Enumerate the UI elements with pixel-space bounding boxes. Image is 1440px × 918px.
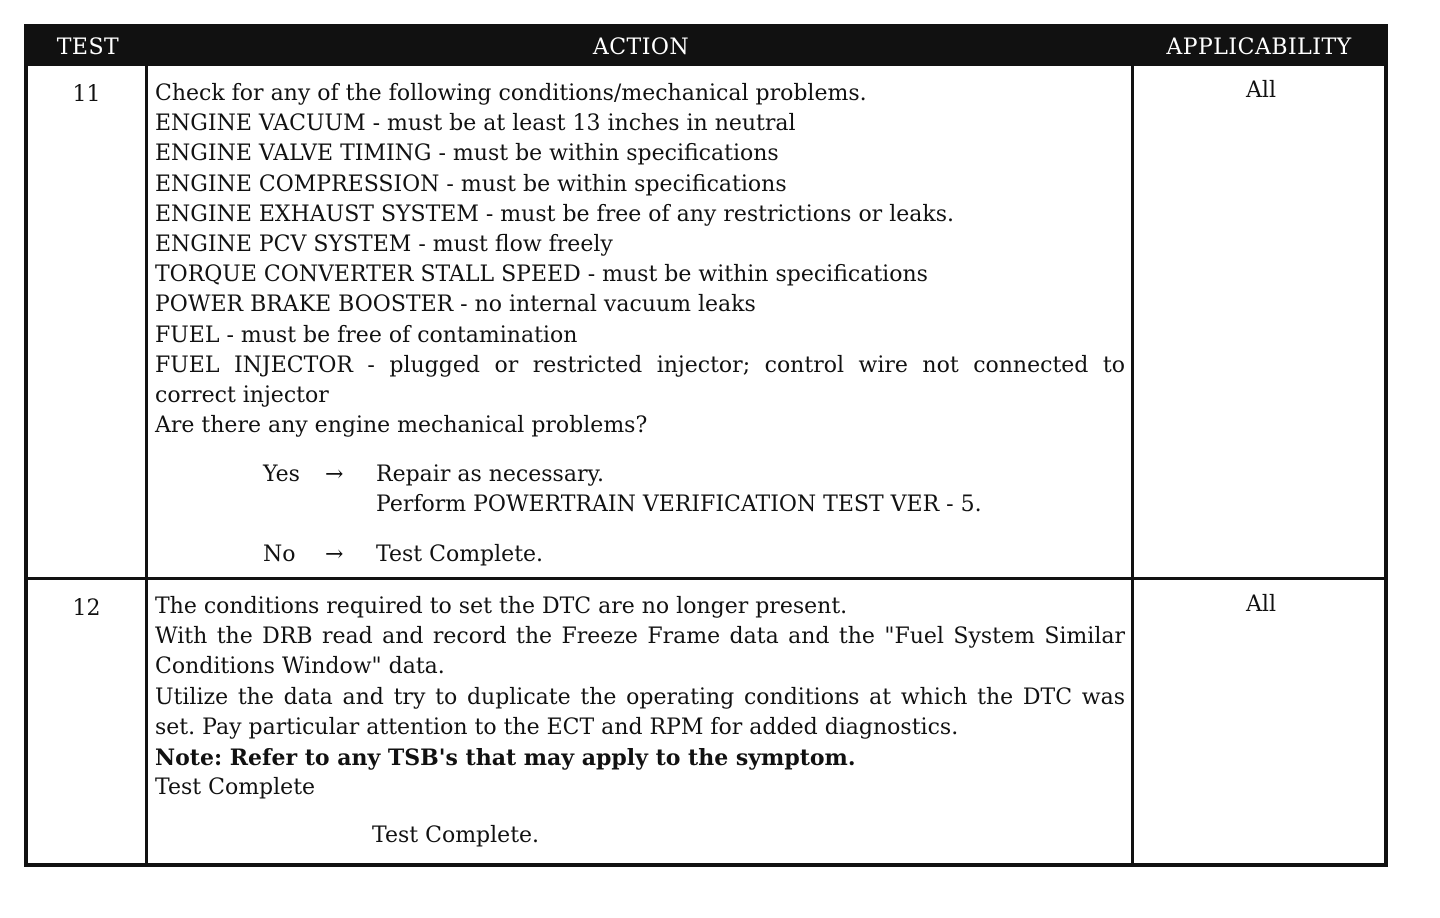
action-line: ENGINE VACUUM - must be at least 13 inches in neutral: [155, 111, 796, 137]
action-line: ENGINE VALVE TIMING - must be within specifications: [155, 141, 779, 167]
action-line: correct injector: [155, 383, 329, 409]
action-line: Are there any engine mechanical problems?: [155, 413, 648, 439]
answer-no-text: Test Complete.: [376, 542, 544, 567]
test-12-action: [155, 592, 1125, 803]
test-number-11: 11: [72, 82, 101, 107]
action-line: FUEL INJECTOR - plugged or restricted injector; control wire not connected to: [155, 352, 1125, 378]
action-line: ENGINE PCV SYSTEM - must flow freely: [155, 232, 613, 258]
header-applicability: APPLICABILITY: [1166, 35, 1352, 60]
applicability-12: All: [1246, 592, 1276, 617]
action-line: set. Pay particular attention to the ECT and RPM for added diagnostics.: [155, 714, 959, 740]
action-line: Utilize the data and try to duplicate the operating conditions at which the DTC was: [155, 684, 1125, 710]
action-line: FUEL - must be free of contamination: [155, 322, 578, 348]
test-number-12: 12: [72, 596, 101, 621]
applicability-11: All: [1246, 78, 1276, 103]
note-line: Note: Refer to any TSB's that may apply to the symptom.: [155, 745, 856, 772]
diagnostic-test-table: [24, 24, 1388, 867]
table-header-row: [28, 28, 1384, 66]
action-line: Test Complete: [155, 775, 316, 801]
answer-yes: [263, 460, 1063, 522]
answer-yes-text-2: Perform POWERTRAIN VERIFICATION TEST VER - 5.: [376, 492, 982, 517]
action-line: With the DRB read and record the Freeze Frame data and the "Fuel System Similar: [155, 624, 1125, 650]
right-arrow-icon: →: [325, 542, 344, 567]
header-test: TEST: [56, 35, 120, 60]
answer-yes-label: Yes: [263, 462, 300, 487]
column-divider-action-applicability: [1131, 66, 1134, 863]
action-line: Check for any of the following conditions/mechanical problems.: [155, 81, 867, 106]
action-line: ENGINE EXHAUST SYSTEM - must be free of any restrictions or leaks.: [155, 201, 954, 227]
test-11-action: [155, 79, 1125, 441]
answer-no: [263, 540, 1063, 572]
row-divider: [28, 577, 1384, 580]
column-divider-test-action: [145, 66, 148, 863]
header-action: ACTION: [592, 35, 690, 60]
action-line: POWER BRAKE BOOSTER - no internal vacuum leaks: [155, 292, 756, 318]
action-line: Conditions Window" data.: [155, 654, 445, 680]
action-line: ENGINE COMPRESSION - must be within specifications: [155, 171, 787, 197]
right-arrow-icon: →: [325, 462, 344, 487]
final-result: Test Complete.: [372, 823, 540, 848]
answer-no-label: No: [263, 542, 296, 567]
action-line: The conditions required to set the DTC are no longer present.: [155, 594, 848, 619]
action-line: TORQUE CONVERTER STALL SPEED - must be within specifications: [155, 262, 928, 288]
answer-yes-text: Repair as necessary.: [376, 462, 604, 487]
